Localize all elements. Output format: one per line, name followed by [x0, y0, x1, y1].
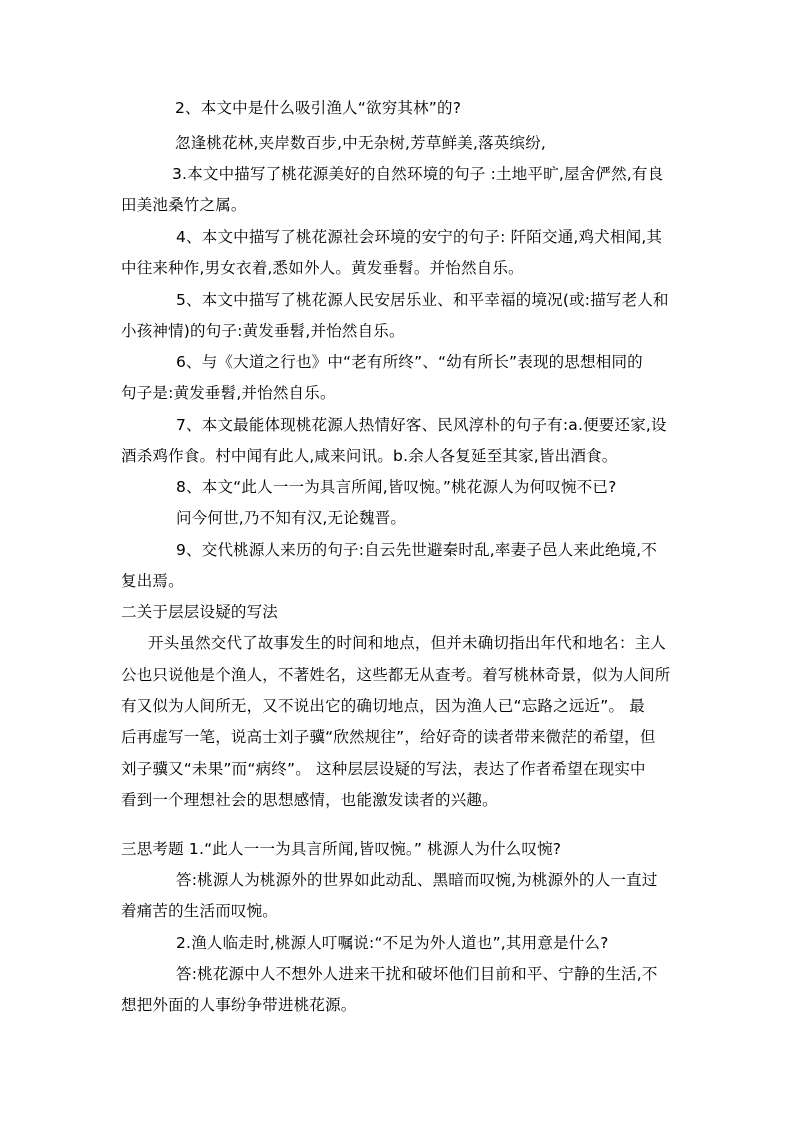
q2-question: 2、本文中是什么吸引渔人“欲穷其林”的?	[175, 99, 462, 117]
q7-line-2: 酒杀鸡作食。村中闻有此人,咸来问讯。b.余人各复延至其家,皆出酒食。	[121, 447, 618, 465]
section-2-line-1: 开头虽然交代了故事发生的时间和地点，但并未确切指出年代和地名：主人	[148, 634, 667, 652]
q5-line-1: 5、本文中描写了桃花源人民安居乐业、和平幸福的境况(或:描写老人和	[176, 291, 669, 309]
section-2-line-4: 后再虚写一笔，说高士刘子骥“欣然规往”，给好奇的读者带来微茫的希望，但	[121, 728, 656, 746]
q8-answer: 问今何世,乃不知有汉,无论魏晋。	[176, 509, 407, 527]
section-2-line-2: 公也只说他是个渔人，不著姓名，这些都无从查考。着写桃林奇景，似为人间所	[121, 666, 671, 684]
q9-line-2: 复出焉。	[121, 572, 184, 590]
section-3-answer-2-line-2: 想把外面的人事纷争带进桃花源。	[121, 996, 357, 1014]
section-3-answer-1-line-1: 答:桃源人为桃源外的世界如此动乱、黑暗而叹惋,为桃源外的人一直过	[176, 871, 658, 889]
q8-question: 8、本文“此人一一为具言所闻,皆叹惋。”桃花源人为何叹惋不已?	[176, 478, 617, 496]
q6-line-1: 6、与《大道之行也》中“老有所终”、“幼有所长”表现的思想相同的	[176, 353, 643, 371]
q2-answer: 忽逢桃花林,夹岸数百步,中无杂树,芳草鲜美,落英缤纷,	[175, 134, 547, 152]
section-2-line-5: 刘子骥又“未果”而“病终”。 这种层层设疑的写法，表达了作者希望在现实中	[121, 760, 646, 778]
section-2-line-3: 有又似为人间所无，又不说出它的确切地点，因为渔人已“忘路之远近”。 最	[121, 697, 645, 715]
q4-line-2: 中往来种作,男女衣着,悉如外人。黄发垂髫。并怡然自乐。	[121, 259, 524, 277]
section-3-answer-1-line-2: 着痛苦的生活而叹惋。	[121, 902, 279, 920]
q5-line-2: 小孩神情)的句子:黄发垂髫,并怡然自乐。	[121, 322, 405, 340]
section-3-question-2: 2.渔人临走时,桃源人叮嘱说:“不足为外人道也”,其用意是什么?	[176, 934, 609, 952]
q7-line-1: 7、本文最能体现桃花源人热情好客、民风淳朴的句子有:a.便要还家,设	[176, 416, 667, 434]
section-3-answer-2-line-1: 答:桃花源中人不想外人进来干扰和破坏他们目前和平、宁静的生活,不	[176, 965, 658, 983]
q3-line-2: 田美池桑竹之属。	[121, 196, 247, 214]
section-3-question-1: 三思考题 1.“此人一一为具言所闻,皆叹惋。” 桃源人为什么叹惋?	[121, 840, 562, 858]
q9-line-1: 9、交代桃源人来历的句子:自云先世避秦时乱,率妻子邑人来此绝境,不	[176, 541, 658, 559]
q3-line-1: 3.本文中描写了桃花源美好的自然环境的句子 :土地平旷,屋舍俨然,有良	[172, 165, 664, 183]
section-2-line-6: 看到一个理想社会的思想感情，也能激发读者的兴趣。	[121, 791, 498, 809]
q6-line-2: 句子是:黄发垂髫,并怡然自乐。	[121, 384, 336, 402]
section-2-title: 二关于层层设疑的写法	[121, 603, 279, 621]
q4-line-1: 4、本文中描写了桃花源社会环境的安宁的句子: 阡陌交通,鸡犬相闻,其	[176, 228, 663, 246]
